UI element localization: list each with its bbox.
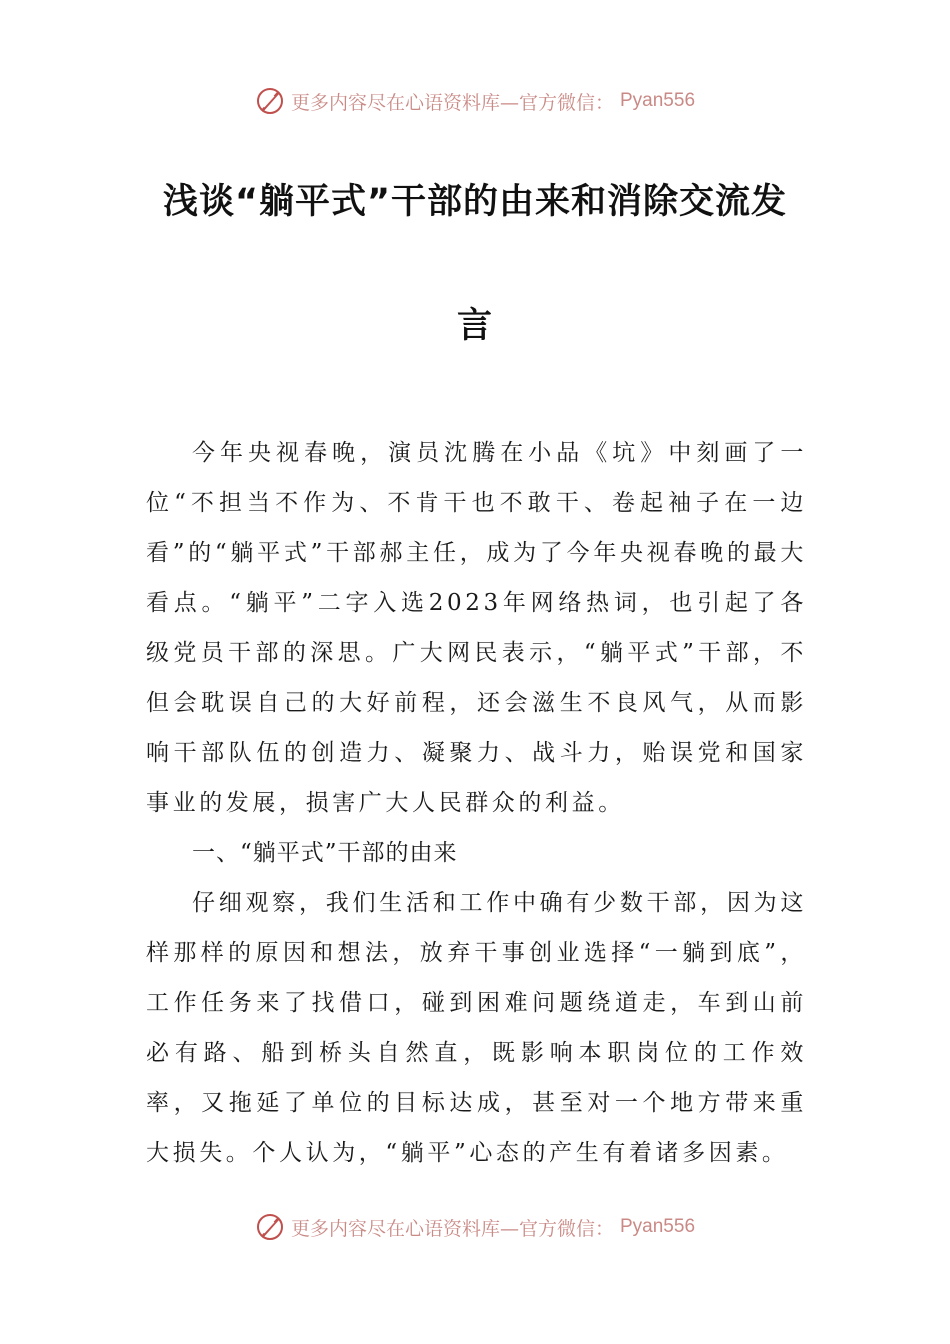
paragraph-intro: 今年央视春晚，演员沈腾在小品《坑》中刻画了一位“不担当不作为、不肯干也不敢干、卷起袖子在一边看”的“躺平式”干部郝主任，成为了今年央视春晚的最大看点。“躺平”二字入选2023年网络热词，也引起了各级党员干部的深思。广大网民表示，“躺平式”干部，不但会耽误自己的大好前程，还会滋生不良风气，从而影响干部队伍的创造力、凝聚力、战斗力，贻误党和国家事业的发展，损害广大人民群众的利益。 [146, 440, 807, 816]
quill-pen-logo-icon [255, 1212, 285, 1242]
watermark-wechat-id: Pyan556 [620, 1216, 696, 1237]
quill-pen-logo-icon [255, 86, 285, 116]
watermark-footer [0, 1212, 950, 1242]
document-title-line1: 浅谈“躺平式”干部的由来和消除交流发 [162, 182, 787, 222]
watermark-text: 更多内容尽在心语资料库—官方微信： [290, 1217, 614, 1240]
watermark-text: 更多内容尽在心语资料库—官方微信： [290, 91, 614, 114]
watermark-wechat-id: Pyan556 [620, 90, 696, 111]
document-title-line2: 言 [456, 306, 493, 346]
document-body [146, 428, 807, 1178]
watermark-header [0, 86, 950, 116]
section-heading: 一、“躺平式”干部的由来 [192, 840, 458, 866]
paragraph-origin: 仔细观察，我们生活和工作中确有少数干部，因为这样那样的原因和想法，放弃干事创业选择“一躺到底”，工作任务来了找借口，碰到困难问题绕道走，车到山前必有路、船到桥头自然直，既影响本职岗位的工作效率，又拖延了单位的目标达成，甚至对一个地方带来重大损失。个人认为，“躺平”心态的产生有着诸多因素。 [146, 890, 807, 1166]
